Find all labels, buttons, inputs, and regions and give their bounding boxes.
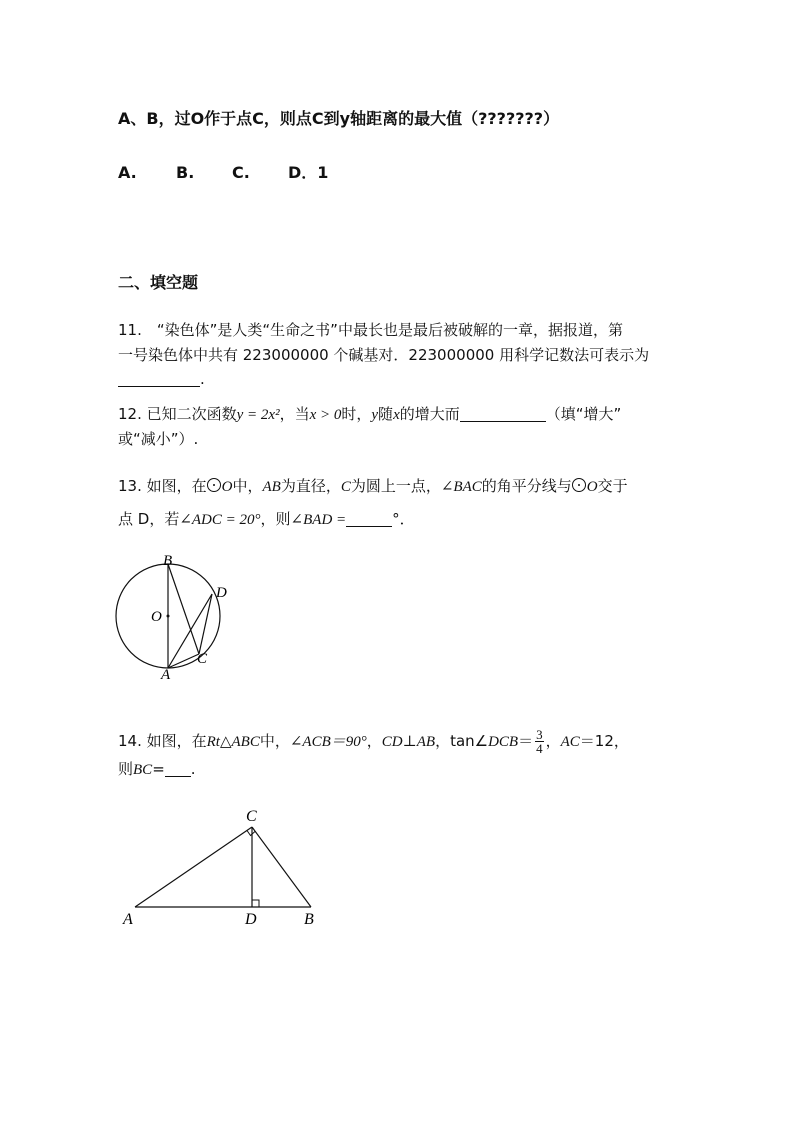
q10-option-d: D．1	[288, 163, 329, 182]
q11-line1: 11. “染色体”是人类“生命之书”中最长也是最后被破解的一章，据报道，第	[118, 321, 623, 339]
label-a: A	[161, 667, 171, 683]
center-point	[167, 615, 170, 618]
label-c: C	[246, 808, 257, 825]
q10-stem: A、B，过O作于点C，则点C到y轴距离的最大值（???????）	[118, 109, 560, 128]
label-o: O	[151, 609, 162, 625]
label-b: B	[304, 911, 314, 928]
q13-circle-figure	[110, 550, 240, 685]
chord-dc	[199, 594, 212, 654]
q10-option-b: B.	[176, 163, 195, 182]
side-ac	[135, 827, 252, 907]
q10-option-c: C.	[232, 163, 250, 182]
label-c: C	[197, 651, 208, 667]
right-angle-c	[247, 831, 256, 836]
q12-condition: x > 0	[309, 407, 342, 423]
q13-line2: 点 D，若∠ADC = 20°，则∠BAD = °．	[118, 510, 415, 528]
q14-line1: 14. 如图，在Rt△ABC中，∠ACB＝90°，CD⊥AB，tan∠DCB＝ $\frac{3}{4}$ ，AC＝12，	[118, 727, 629, 756]
q11-answer-blank[interactable]	[118, 370, 200, 387]
circle-dot-icon	[207, 478, 221, 492]
q12-line2: 或“减小”）.	[118, 430, 199, 448]
circle-dot-icon	[572, 478, 586, 492]
section-title: 二、填空题	[118, 273, 199, 292]
label-d: D	[216, 585, 227, 601]
fraction-3-4: $\frac{3}{4}$	[536, 727, 543, 756]
q12-line1: 12. 已知二次函数y = 2x²，当x > 0时，y随x的增大而 （填“增大”	[118, 405, 622, 423]
label-a: A	[123, 911, 133, 928]
label-b: B	[163, 553, 173, 569]
q13-line1: 13. 如图，在 O中，AB为直径，C为圆上一点，∠BAC的角平分线与 O交于	[118, 477, 628, 495]
q14-line2: 则BC= .	[118, 760, 196, 778]
q10-option-a: A.	[118, 163, 137, 182]
label-d: D	[245, 911, 257, 928]
chord-bc	[168, 564, 199, 654]
q14-answer-blank[interactable]	[165, 760, 191, 777]
right-angle-d	[252, 900, 259, 907]
q12-function: y = 2x²	[236, 407, 280, 423]
q12-answer-blank[interactable]	[460, 405, 546, 422]
q11-line3: .	[118, 367, 205, 391]
q13-answer-blank[interactable]	[346, 510, 392, 527]
side-bc	[252, 827, 311, 907]
q11-line2: 一号染色体中共有 223000000 个碱基对．223000000 用科学记数法可表示为	[118, 346, 650, 364]
q14-triangle-figure	[115, 800, 330, 930]
